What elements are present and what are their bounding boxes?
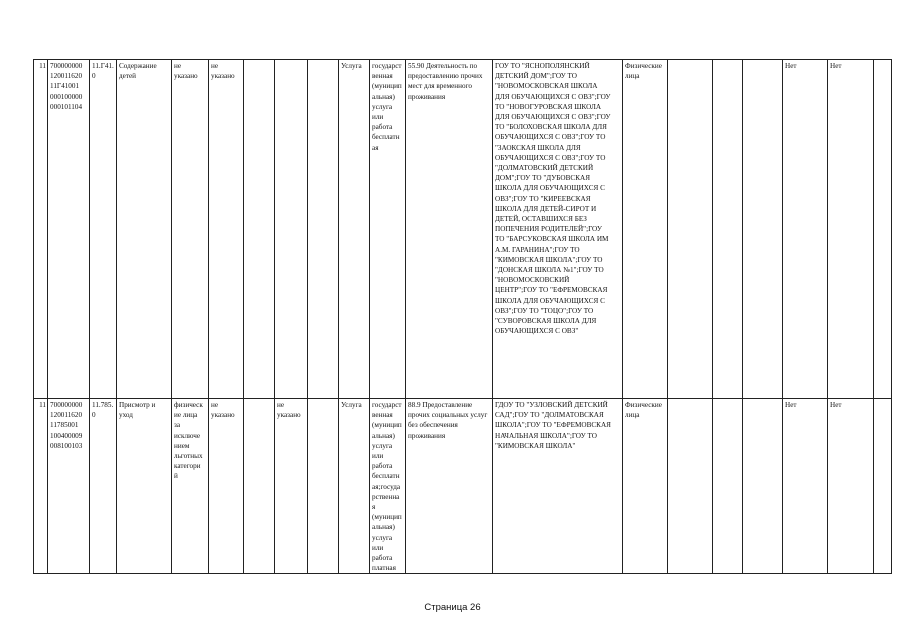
empty-cell	[743, 60, 783, 399]
institutions-cell: ГОУ ТО "ЯСНОПОЛЯНСКИЙ ДЕТСКИЙ ДОМ";ГОУ ТО "НОВОМОСКОВСКАЯ ШКОЛА ДЛЯ ОБУЧАЮЩИХСЯ С ОВЗ";ГОУ ТО "НОВОГУРОВСКАЯ ШКОЛА ДЛЯ ОБУЧАЮЩИХСЯ С ОВЗ";ГОУ ТО "БОЛОХОВСКАЯ ШКОЛА ДЛЯ ОБУЧАЮЩИХСЯ С ОВЗ";ГОУ ТО "ЗАОКСКАЯ ШКОЛА ДЛЯ ОБУЧАЮЩИХСЯ С ОВЗ";ГОУ ТО "ДОЛМАТОВСКИЙ ДЕТСКИЙ ДОМ";ГОУ ТО "ДУБОВСКАЯ ШКОЛА ДЛЯ ОБУЧАЮЩИХСЯ С ОВЗ";ГОУ ТО "КИРЕЕВСКАЯ ШКОЛА ДЛЯ ДЕТЕЙ-СИРОТ И ДЕТЕЙ, ОСТАВШИХСЯ БЕЗ ПОПЕЧЕНИЯ РОДИТЕЛЕЙ";ГОУ ТО "БАРСУКОВСКАЯ ШКОЛА ИМ А.М. ГАРАНИНА";ГОУ ТО "КИМОВСКАЯ ШКОЛА";ГОУ ТО "ДОНСКАЯ ШКОЛА №1";ГОУ ТО "НОВОМОСКОВСКИЙ ЦЕНТР";ГОУ ТО "ЕФРЕМОВСКАЯ ШКОЛА ДЛЯ ОБУЧАЮЩИХСЯ С ОВЗ";ГОУ ТО "ТОЦО";ГОУ ТО "СУВОРОВСКАЯ ШКОЛА ДЛЯ ОБУЧАЮЩИХСЯ С ОВЗ"	[493, 60, 623, 399]
content-cell-2: не указано	[209, 60, 244, 399]
type-cell: Услуга	[339, 399, 370, 574]
table-row	[34, 60, 892, 399]
content-cell-3	[244, 60, 275, 399]
condition-cell-1	[275, 60, 308, 399]
registry-code-cell: 700000000 120011620 11Г41001 000100000 000101104	[48, 60, 90, 399]
service-name-cell: Содержание детей	[117, 60, 172, 399]
registry-table	[33, 59, 892, 574]
empty-cell	[668, 60, 713, 399]
table-row	[34, 399, 892, 574]
service-code-cell: 11.Г41. 0	[90, 60, 117, 399]
flag-cell-1: Нет	[783, 60, 828, 399]
service-code-cell: 11.785. 0	[90, 399, 117, 574]
registry-code-cell: 700000000 120011620 11785001 100400009 008100103	[48, 399, 90, 574]
condition-cell-2	[308, 399, 339, 574]
content-cell-1: не указано	[172, 60, 209, 399]
flag-cell-2: Нет	[828, 60, 874, 399]
empty-cell	[713, 60, 743, 399]
empty-cell	[713, 399, 743, 574]
content-cell-3	[244, 399, 275, 574]
type-cell: Услуга	[339, 60, 370, 399]
institutions-cell: ГДОУ ТО "УЗЛОВСКИЙ ДЕТСКИЙ САД";ГОУ ТО "ДОЛМАТОВСКАЯ ШКОЛА";ГОУ ТО "ЕФРЕМОВСКАЯ НАЧАЛЬНАЯ ШКОЛА";ГОУ ТО "КИМОВСКАЯ ШКОЛА"	[493, 399, 623, 574]
payment-type-cell: государст венная (муницип альная) услуга или работа бесплатн ая	[370, 60, 406, 399]
consumers-cell: Физические лица	[623, 399, 668, 574]
payment-type-cell: государст венная (муницип альная) услуга или работа бесплатн ая;госуда рственна я (муницип альная) услуга или работа платная	[370, 399, 406, 574]
empty-cell	[874, 399, 892, 574]
empty-cell	[668, 399, 713, 574]
condition-cell-2	[308, 60, 339, 399]
flag-cell-1: Нет	[783, 399, 828, 574]
empty-cell	[874, 60, 892, 399]
row-number-cell: 11	[34, 60, 48, 399]
okved-cell: 88.9 Предоставление прочих социальных услуг без обеспечения проживания	[406, 399, 493, 574]
page-number: Страница 26	[424, 602, 481, 613]
service-name-cell: Присмотр и уход	[117, 399, 172, 574]
content-cell-1: физическ ие лица за исключе нием льготных категори й	[172, 399, 209, 574]
empty-cell	[743, 399, 783, 574]
consumers-cell: Физические лица	[623, 60, 668, 399]
flag-cell-2: Нет	[828, 399, 874, 574]
content-cell-2: не указано	[209, 399, 244, 574]
condition-cell-1: не указано	[275, 399, 308, 574]
row-number-cell: 11	[34, 399, 48, 574]
okved-cell: 55.90 Деятельность по предоставлению прочих мест для временного проживания	[406, 60, 493, 399]
